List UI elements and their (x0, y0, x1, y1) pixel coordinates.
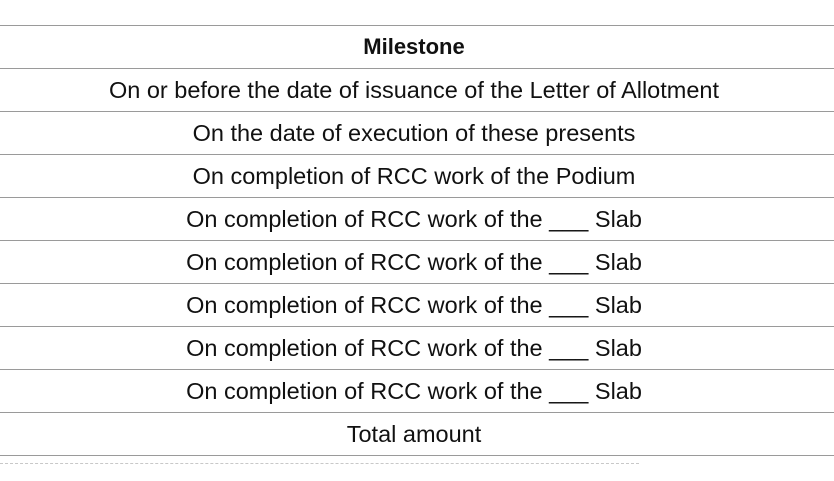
milestone-table (0, 25, 834, 456)
milestone-cell: On completion of RCC work of the ___ Slab (0, 370, 834, 413)
milestone-cell: On completion of RCC work of the ___ Slab (0, 327, 834, 370)
milestone-cell: On completion of RCC work of the ___ Slab (0, 241, 834, 284)
milestone-cell: On the date of execution of these presents (0, 112, 834, 155)
milestone-column-header: Milestone (0, 26, 834, 69)
table-row (0, 284, 834, 327)
table-row (0, 370, 834, 413)
total-amount-label: Total amount (0, 413, 834, 456)
table-bottom-edge (0, 463, 639, 481)
table-row (0, 155, 834, 198)
table-row (0, 69, 834, 112)
table-header-row (0, 26, 834, 69)
table-row (0, 112, 834, 155)
total-row (0, 413, 834, 456)
table-row (0, 327, 834, 370)
table-row (0, 241, 834, 284)
milestone-cell: On completion of RCC work of the Podium (0, 155, 834, 198)
table-row (0, 198, 834, 241)
milestone-cell: On completion of RCC work of the ___ Slab (0, 198, 834, 241)
milestone-cell: On or before the date of issuance of the Letter of Allotment (0, 69, 834, 112)
milestone-cell: On completion of RCC work of the ___ Slab (0, 284, 834, 327)
